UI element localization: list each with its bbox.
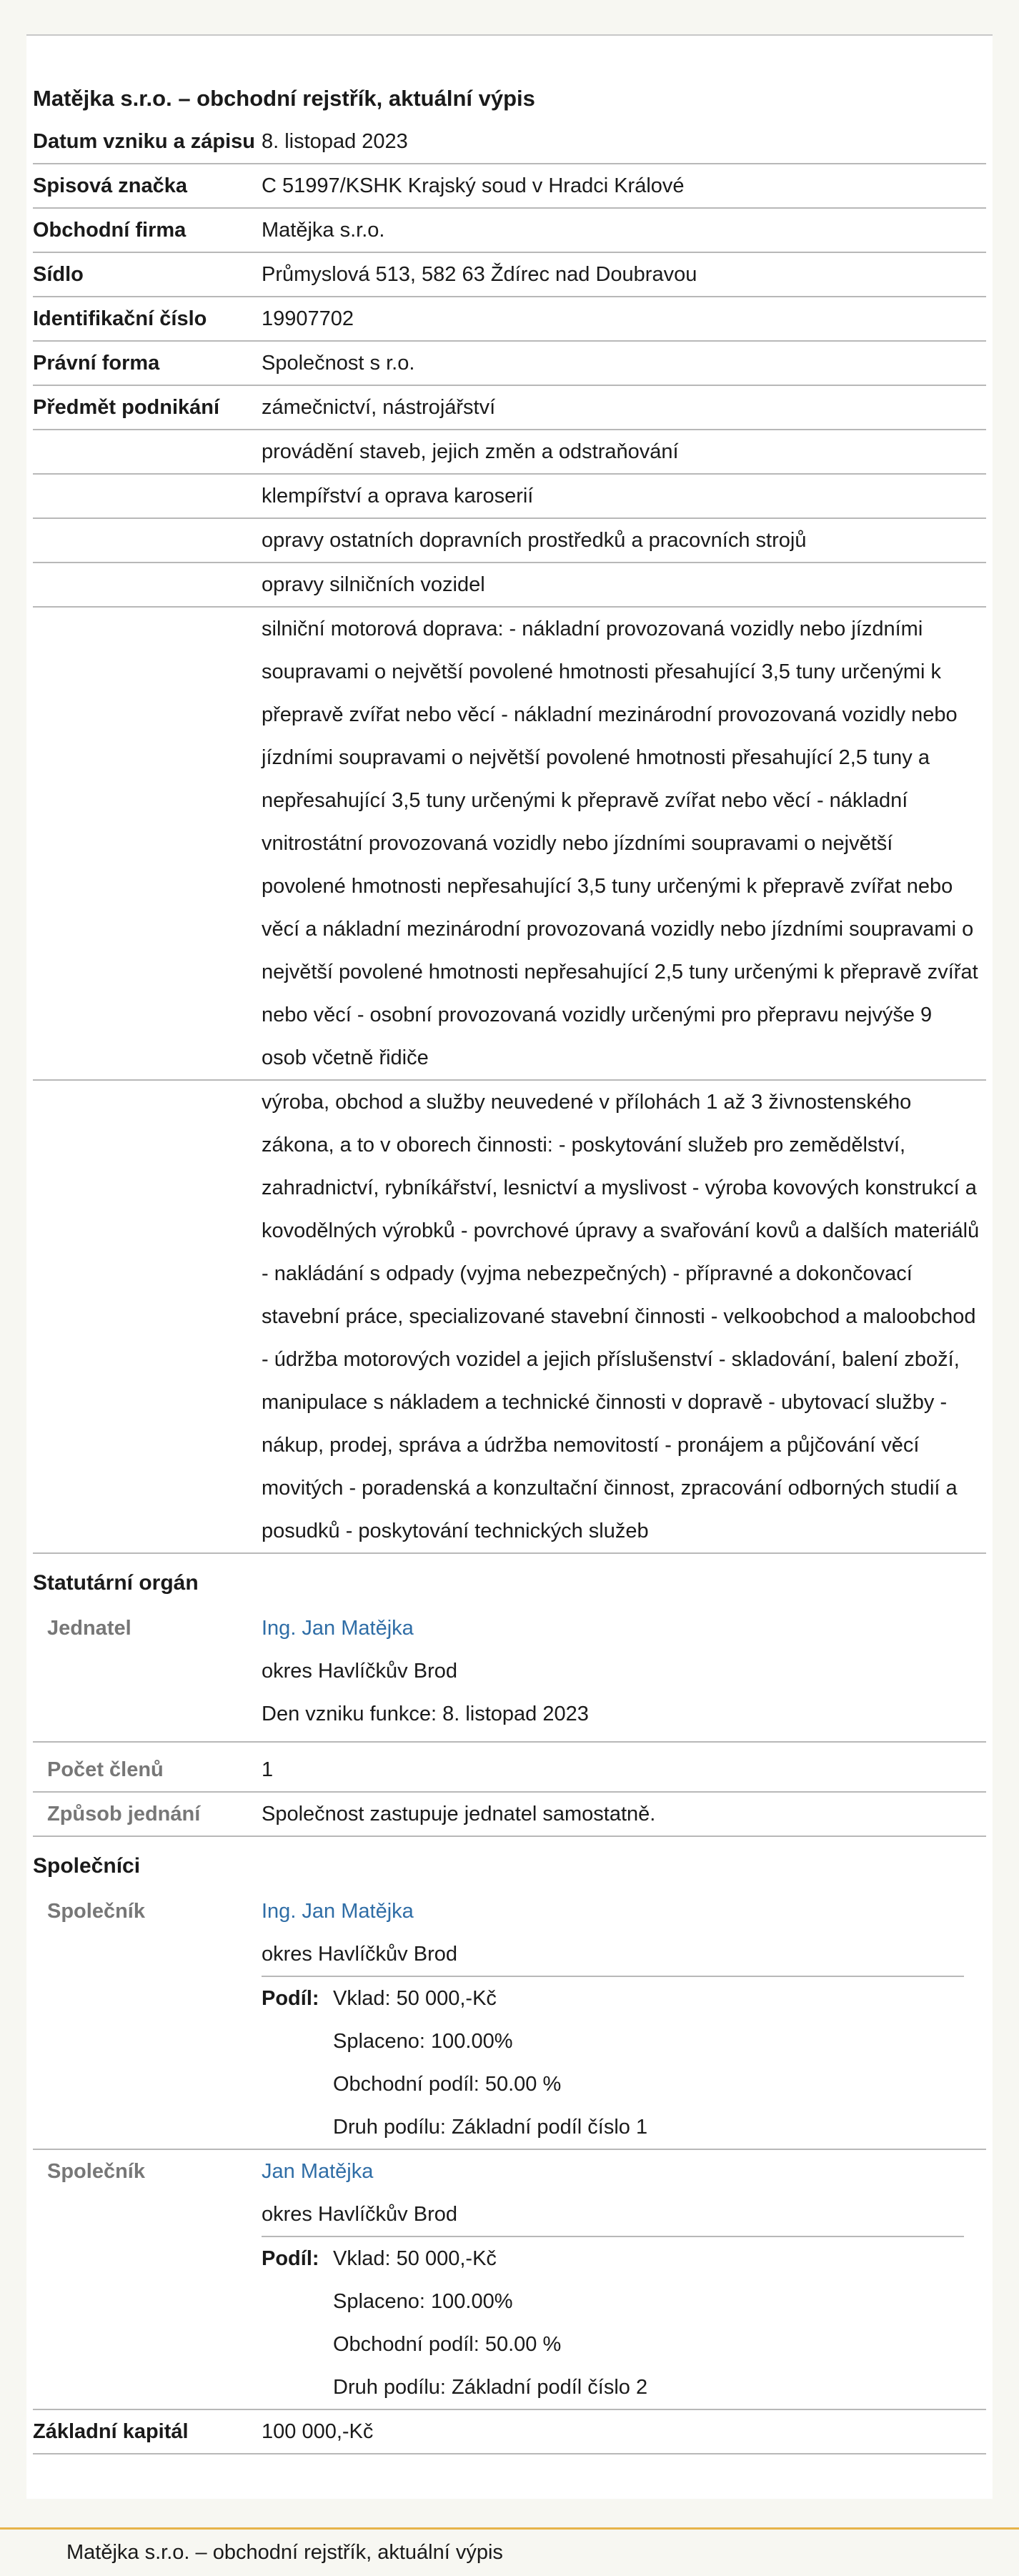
pocet-label: Počet členů xyxy=(47,1758,164,1781)
podil-vklad: Vklad: 50 000,-Kč xyxy=(333,2247,497,2270)
pocet-row xyxy=(33,1743,986,1793)
podil-druh: Druh podílu: Základní podíl číslo 2 xyxy=(333,2376,648,2399)
zpusob-value: Společnost zastupuje jednatel samostatně. xyxy=(262,1803,656,1826)
row-predmet-0 xyxy=(33,386,986,430)
value-spis: C 51997/KSHK Krajský soud v Hradci Králové xyxy=(262,174,685,197)
jednatel-name-link[interactable]: Ing. Jan Matějka xyxy=(262,1617,414,1640)
spolecnik-okres: okres Havlíčkův Brod xyxy=(262,2203,457,2226)
spolecnici-heading: Společníci xyxy=(33,1854,141,1878)
document-card xyxy=(26,34,993,2499)
document-title: Matějka s.r.o. – obchodní rejstřík, aktuální výpis xyxy=(33,86,535,111)
spolecnik-name-link[interactable]: Ing. Jan Matějka xyxy=(262,1900,414,1923)
podil-vklad: Vklad: 50 000,-Kč xyxy=(333,1987,497,2010)
jednatel-label: Jednatel xyxy=(47,1617,131,1640)
row-predmet-2 xyxy=(33,475,986,519)
row-sidlo xyxy=(33,253,986,297)
row-predmet-1 xyxy=(33,430,986,475)
statutarni-heading: Statutární orgán xyxy=(33,1571,199,1595)
label-spis: Spisová značka xyxy=(33,174,187,197)
predmet-item: silniční motorová doprava: - nákladní provozovaná vozidly nebo jízdními soupravami o největší povolené hmotnosti přesahující 3,5 tuny určenými k přepravě zvířat nebo věcí - nákladní mezinárodní provozovaná vozidly nebo jízdními soupravami o největší povolené hmotnosti přesahující 2,5 tuny a nepřesahující 3,5 tuny určenými k přepravě zvířat nebo věcí - nákladní vnitrostátní provozovaná vozidly nebo jízdními soupravami o největší povolené hmotnosti nepřesahující 3,5 tuny určenými k přepravě zvířat nebo věcí a nákladní mezinárodní provozovaná vozidly nebo jízdními soupravami o největší povolené hmotnosti nepřesahující 2,5 tuny určenými k přepravě zvířat nebo věcí - osobní provozovaná vozidly určenými pro přepravu nejvýše 9 osob včetně řidiče xyxy=(262,618,978,1069)
spolecnik-block xyxy=(33,1890,986,2150)
label-firma: Obchodní firma xyxy=(33,219,187,242)
value-datum: 8. listopad 2023 xyxy=(262,130,408,153)
label-ico: Identifikační číslo xyxy=(33,307,207,330)
zpusob-label: Způsob jednání xyxy=(47,1803,201,1826)
predmet-item: zámečnictví, nástrojářství xyxy=(262,396,496,419)
jednatel-okres: okres Havlíčkův Brod xyxy=(262,1660,457,1683)
label-predmet: Předmět podnikání xyxy=(33,396,220,419)
predmet-item: provádění staveb, jejich změn a odstraňování xyxy=(262,440,679,463)
podil-label: Podíl: xyxy=(262,1987,319,2010)
podil-druh: Druh podílu: Základní podíl číslo 1 xyxy=(333,2116,648,2139)
podil-obchodni: Obchodní podíl: 50.00 % xyxy=(333,2073,562,2096)
podil-obchodni: Obchodní podíl: 50.00 % xyxy=(333,2333,562,2356)
podil-splaceno: Splaceno: 100.00% xyxy=(333,2290,513,2313)
predmet-item: opravy ostatních dopravních prostředků a pracovních strojů xyxy=(262,529,807,552)
row-predmet-3 xyxy=(33,519,986,563)
spolecnik-label: Společník xyxy=(47,1900,145,1923)
value-firma: Matějka s.r.o. xyxy=(262,219,385,242)
jednatel-funkce: Den vzniku funkce: 8. listopad 2023 xyxy=(262,1703,589,1725)
podil-section xyxy=(262,1976,964,2149)
value-kapital: 100 000,-Kč xyxy=(262,2420,374,2443)
label-sidlo: Sídlo xyxy=(33,263,84,286)
row-predmet-4 xyxy=(33,563,986,608)
podil-label: Podíl: xyxy=(262,2247,319,2270)
value-forma: Společnost s r.o. xyxy=(262,352,415,375)
spolecnik-name-link[interactable]: Jan Matějka xyxy=(262,2160,374,2183)
footer-text: Matějka s.r.o. – obchodní rejstřík, aktuální výpis xyxy=(66,2541,503,2564)
row-firma xyxy=(33,209,986,253)
row-ico xyxy=(33,297,986,342)
row-spis xyxy=(33,164,986,209)
predmet-item: výroba, obchod a služby neuvedené v přílohách 1 až 3 živnostenského zákona, a to v oborech činnosti: - poskytování služeb pro zemědělství, zahradnictví, rybníkářství, lesnictví a myslivost - výroba kovových konstrukcí a kovodělných výrobků - povrchové úpravy a svařování kovů a dalších materiálů - nakládání s odpady (vyjma nebezpečných) - přípravné a dokončovací stavební práce, specializované stavební činnosti - velkoobchod a maloobchod - údržba motorových vozidel a jejich příslušenství - skladování, balení zboží, manipulace s nákladem a technické činnosti v dopravě - ubytovací služby - nákup, prodej, správa a údržba nemovitostí - pronájem a půjčování věcí movitých - poradenská a konzultační činnost, zpracování odborných studií a posudků - poskytování technických služeb xyxy=(262,1091,980,1542)
value-sidlo: Průmyslová 513, 582 63 Ždírec nad Doubravou xyxy=(262,263,697,286)
predmet-item: opravy silničních vozidel xyxy=(262,573,485,596)
value-ico: 19907702 xyxy=(262,307,354,330)
spolecnik-block xyxy=(33,2150,986,2410)
label-datum: Datum vzniku a zápisu xyxy=(33,130,256,153)
spolecnik-label: Společník xyxy=(47,2160,145,2183)
podil-section xyxy=(262,2236,964,2409)
spolecnik-okres: okres Havlíčkův Brod xyxy=(262,1943,457,1966)
zpusob-row xyxy=(33,1793,986,1837)
pocet-value: 1 xyxy=(262,1758,274,1781)
row-forma xyxy=(33,342,986,386)
row-datum xyxy=(33,120,986,164)
footer-bar xyxy=(0,2527,1019,2576)
jednatel-block xyxy=(33,1607,986,1743)
label-forma: Právní forma xyxy=(33,352,160,375)
row-predmet-5 xyxy=(33,608,986,1081)
label-kapital: Základní kapitál xyxy=(33,2420,189,2443)
predmet-item: klempířství a oprava karoserií xyxy=(262,485,534,507)
podil-splaceno: Splaceno: 100.00% xyxy=(333,2030,513,2053)
row-predmet-6 xyxy=(33,1081,986,1554)
row-kapital xyxy=(33,2410,986,2454)
